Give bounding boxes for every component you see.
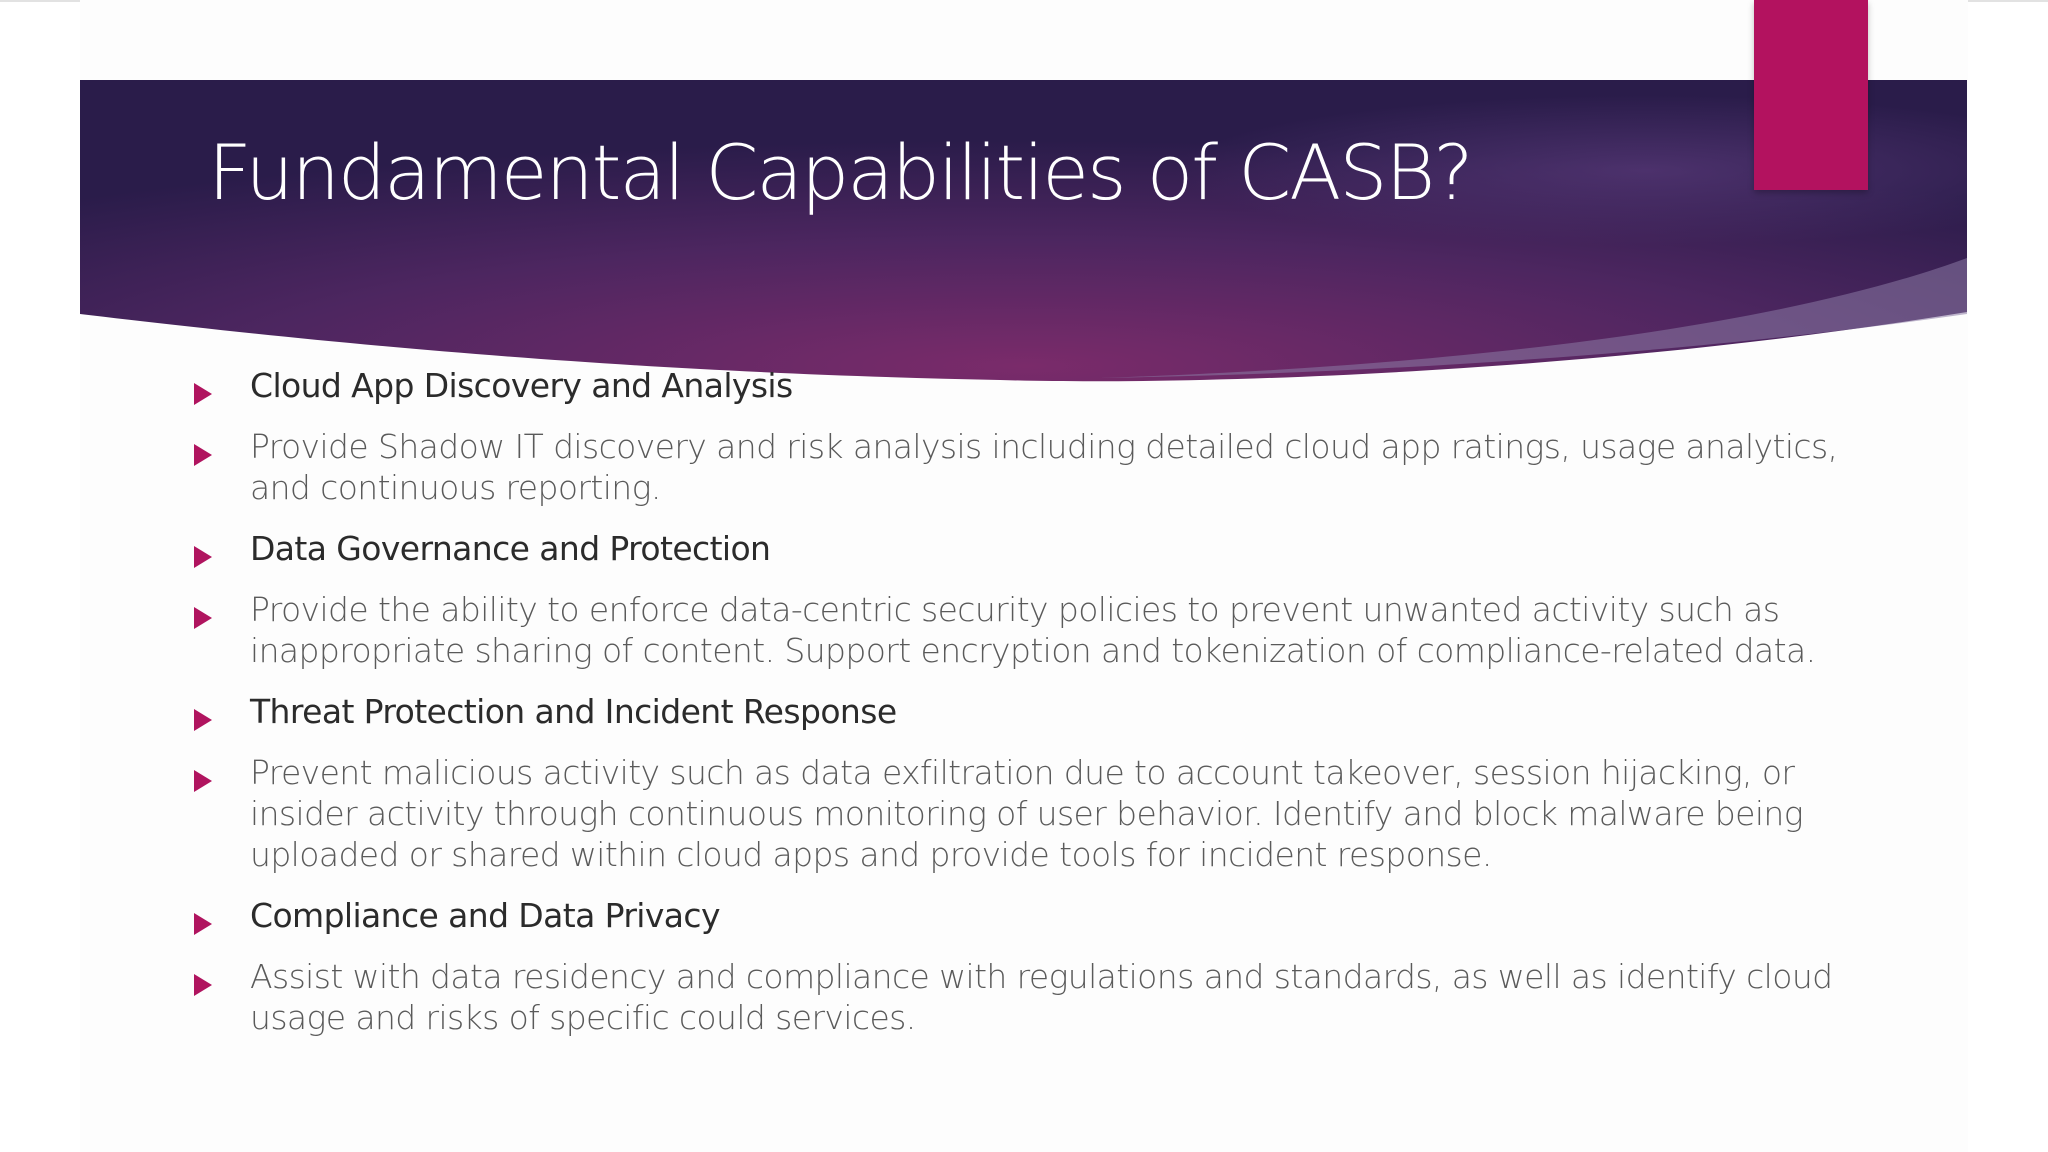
bullet-text: Threat Protection and Incident Response bbox=[250, 692, 897, 731]
triangle-right-icon bbox=[194, 444, 212, 466]
triangle-right-icon bbox=[194, 770, 212, 792]
bullet-description bbox=[188, 589, 1848, 671]
bullet-text: Assist with data residency and compliance with regulations and standards, as well as identify cloud usage and risks of specific could services. bbox=[250, 957, 1833, 1037]
triangle-right-icon bbox=[194, 607, 212, 629]
bullet-text: Compliance and Data Privacy bbox=[250, 896, 720, 935]
triangle-right-icon bbox=[194, 383, 212, 405]
bullet-description bbox=[188, 752, 1848, 875]
bullet-text: Provide Shadow IT discovery and risk analysis including detailed cloud app ratings, usage analytics, and continuous reporting. bbox=[250, 427, 1838, 507]
triangle-right-icon bbox=[194, 974, 212, 996]
bullet-text: Provide the ability to enforce data-centric security policies to prevent unwanted activity such as inappropriate sharing of content. Support encryption and tokenization of compliance-related data. bbox=[250, 590, 1816, 670]
triangle-right-icon bbox=[194, 546, 212, 568]
bullet-heading bbox=[188, 528, 1848, 569]
bullet-heading bbox=[188, 365, 1848, 406]
bullet-text: Cloud App Discovery and Analysis bbox=[250, 366, 793, 405]
accent-tab bbox=[1754, 0, 1868, 190]
bullet-heading bbox=[188, 895, 1848, 936]
bullet-description bbox=[188, 956, 1848, 1038]
bullet-text: Data Governance and Protection bbox=[250, 529, 771, 568]
slide-title: Fundamental Capabilities of CASB? bbox=[208, 128, 1472, 217]
triangle-right-icon bbox=[194, 913, 212, 935]
bullet-text: Prevent malicious activity such as data exfiltration due to account takeover, session hijacking, or insider activity through continuous monitoring of user behavior. Identify and block malware being uploaded or shared within cloud apps and provide tools for incident response. bbox=[250, 753, 1803, 874]
triangle-right-icon bbox=[194, 709, 212, 731]
bullet-list bbox=[188, 365, 1848, 1058]
bullet-description bbox=[188, 426, 1848, 508]
bullet-heading bbox=[188, 691, 1848, 732]
